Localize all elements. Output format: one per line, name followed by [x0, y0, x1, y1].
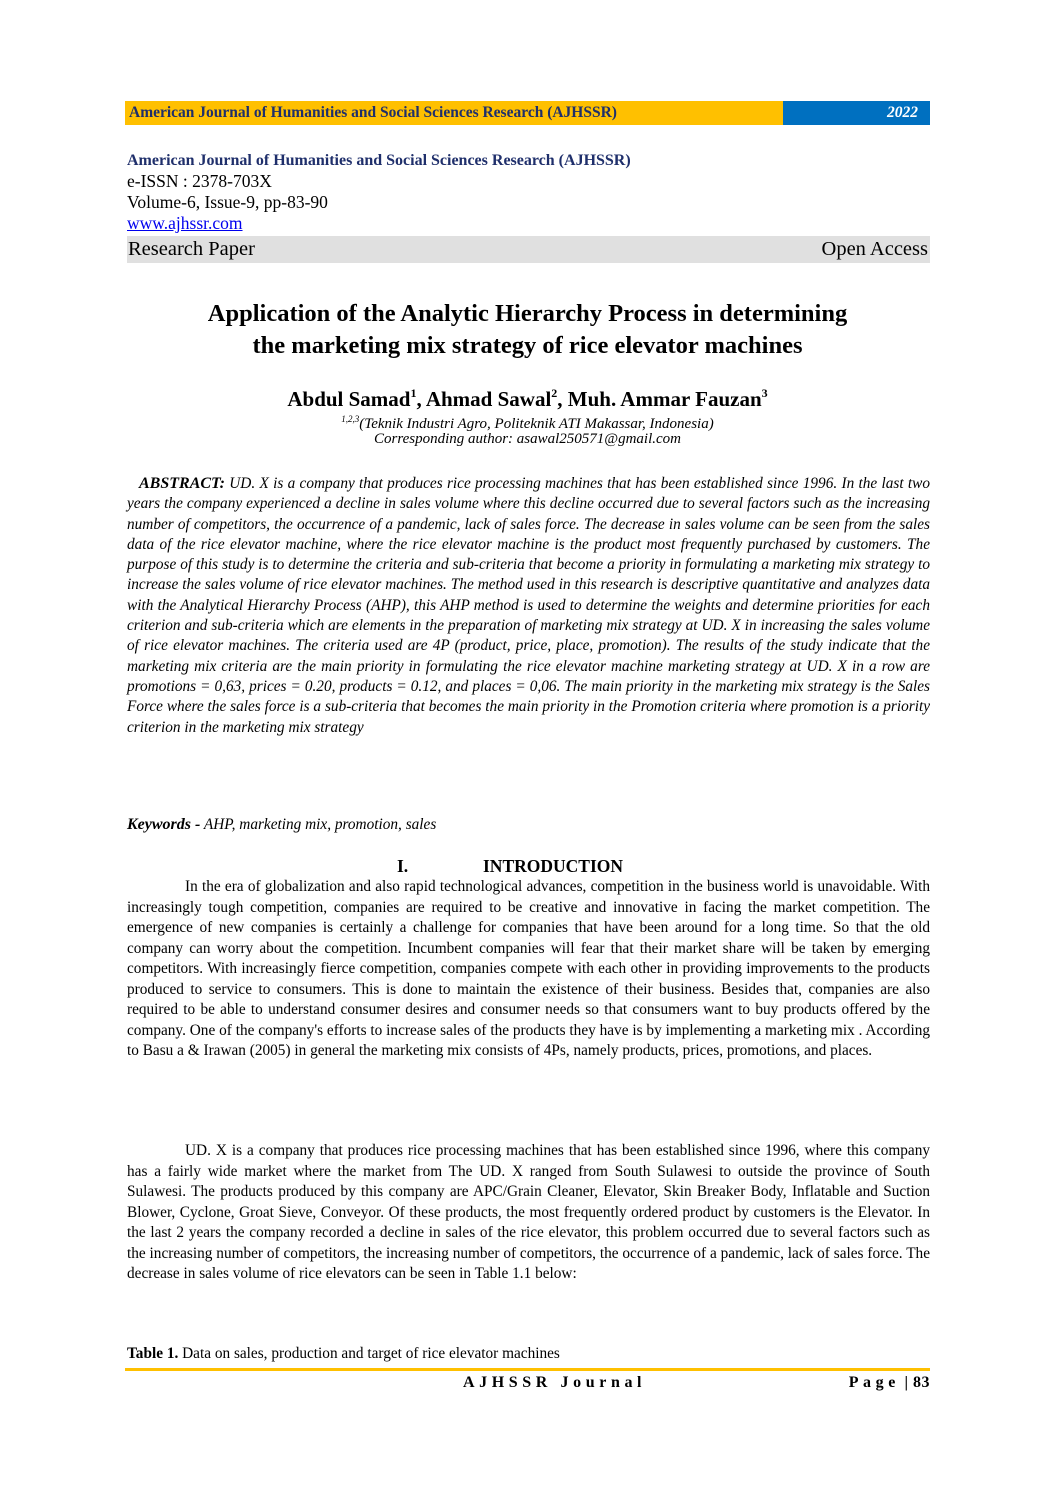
abstract-text: UD. X is a company that produces rice processing machines that has been established since 1996. In the last two years the company experienced a decline in sales volume where this decline occurred due to several factors such as the increasing number of competitors, the occurrence of a pandemic, lack of sales force. The decrease in sales volume can be seen from the sales data of the rice elevator machine, where the rice elevator machine is the product most frequently purchased by customers. The purpose of this study is to determine the criteria and sub-criteria that become a priority in formulating a marketing mix strategy to increase the sales volume of rice elevator machines. The method used in this research is descriptive quantitative and analyzes data with the Analytical Hierarchy Process (AHP), this AHP method is used to determine the weights and determine priorities for each criterion and sub-criteria which are elements in the preparation of marketing mix strategy at UD. X in increasing the sales volume of rice elevator machines. The criteria used are 4P (product, price, place, promotion). The results of the study indicate that the marketing mix criteria are the main priority in formulating the rice elevator machine marketing strategy at UD. X in a row are promotions = 0,63, prices = 0.20, products = 0.12, and places = 0,06. The main priority in the marketing mix strategy is the Sales Force where the sales force is a sub-criteria that becomes the main priority in the Promotion criteria where promotion is a priority criterion in the marketing mix strategy — [127, 475, 930, 736]
journal-website-link[interactable]: www.ajhssr.com — [127, 213, 243, 233]
issn: e-ISSN : 2378-703X — [127, 171, 272, 191]
author-separator: , — [416, 387, 426, 411]
affiliation-marks: 1,2,3 — [341, 414, 360, 424]
journal-name: American Journal of Humanities and Social Sciences Research (AJHSSR) — [127, 152, 631, 169]
body-paragraph-2: UD. X is a company that produces rice processing machines that has been established since 1996, where this company has a fairly wide market where the market from The UD. X ranged from South Sulawesi to outside the province of South Sulawesi. The products produced by this company are APC/Grain Cleaner, Elevator, Skin Breaker Body, Inflatable and Suction Blower, Cyclone, Groat Sieve, Conveyor. Of these products, the most frequently ordered product by customers is the Elevator. In the last 2 years the company recorded a decline in sales of the rice elevator, this problem occurred due to several factors such as the increasing number of competitors, the increasing number of competitors, the occurrence of a pandemic, lack of sales force. The decrease in sales volume of rice elevators can be seen in Table 1.1 below: — [127, 1142, 930, 1282]
running-header — [125, 101, 930, 125]
paper-type-bar — [127, 236, 930, 263]
paper-title — [120, 298, 935, 362]
author-separator: , — [557, 387, 568, 411]
corresponding-author: Corresponding author: asawal250571@gmail.com — [373, 431, 681, 447]
footer-page-number: 83 — [913, 1374, 930, 1391]
page-footer — [125, 1374, 930, 1396]
paper-title-line-2: the marketing mix strategy of rice elevator machines — [252, 332, 803, 359]
paper-title-line-1: Application of the Analytic Hierarchy Process in determining — [207, 300, 848, 327]
running-header-journal: American Journal of Humanities and Social Sciences Research (AJHSSR) — [125, 101, 783, 125]
author-3-affil: 3 — [761, 386, 768, 400]
section-number: I. — [397, 856, 409, 876]
footer-separator: | — [899, 1374, 913, 1391]
keywords-text: AHP, marketing mix, promotion, sales — [200, 816, 437, 833]
footer-rule — [125, 1368, 930, 1371]
table-caption-text: Data on sales, production and target of rice elevator machines — [178, 1345, 560, 1362]
running-header-year: 2022 — [783, 101, 930, 125]
footer-page — [849, 1374, 930, 1392]
author-2-affil: 2 — [551, 386, 558, 400]
keywords — [127, 815, 930, 835]
table-caption-label: Table 1. — [127, 1345, 179, 1362]
author-1: Abdul Samad — [287, 387, 411, 411]
abstract — [127, 474, 930, 738]
footer-journal: AJHSSR Journal — [463, 1374, 647, 1391]
author-3: Muh. Ammar Fauzan — [567, 387, 762, 411]
section-title: INTRODUCTION — [483, 856, 624, 876]
table-caption — [127, 1344, 560, 1364]
keywords-label: Keywords - — [127, 816, 201, 833]
author-1-affil: 1 — [410, 386, 417, 400]
footer-page-label: Page — [848, 1374, 900, 1391]
affiliation-text: (Teknik Industri Agro, Politeknik ATI Makassar, Indonesia) — [359, 416, 714, 432]
paper-type: Research Paper — [128, 238, 255, 260]
volume-issue: Volume-6, Issue-9, pp-83-90 — [127, 192, 328, 212]
access-type: Open Access — [821, 238, 928, 260]
body-paragraph-1: In the era of globalization and also rapid technological advances, competition in the business world is unavoidable. With increasingly tough competition, companies are required to be creative and innovative in facing the market competition. The emergence of new companies is certainly a challenge for companies that have been around for a long time. So that the old company can worry about the competition. Incumbent companies will fear that their market share will be taken by emerging competitors. With increasingly fierce competition, companies compete with each other in providing improvements to the products produced to service to consumers. This is done to maintain the existence of their business. Besides that, companies are also required to be able to understand consumer desires and consumer needs so that consumers want to buy products offered by the company. One of the company's efforts to increase sales of the products they have is by implementing a marketing mix . According to Basu a & Irawan (2005) in general the marketing mix consists of 4Ps, namely products, prices, promotions, and places. — [127, 878, 930, 1059]
author-2: Ahmad Sawal — [425, 387, 552, 411]
publication-meta — [127, 150, 930, 263]
abstract-label: ABSTRACT: — [139, 475, 225, 492]
author-list — [120, 380, 935, 412]
